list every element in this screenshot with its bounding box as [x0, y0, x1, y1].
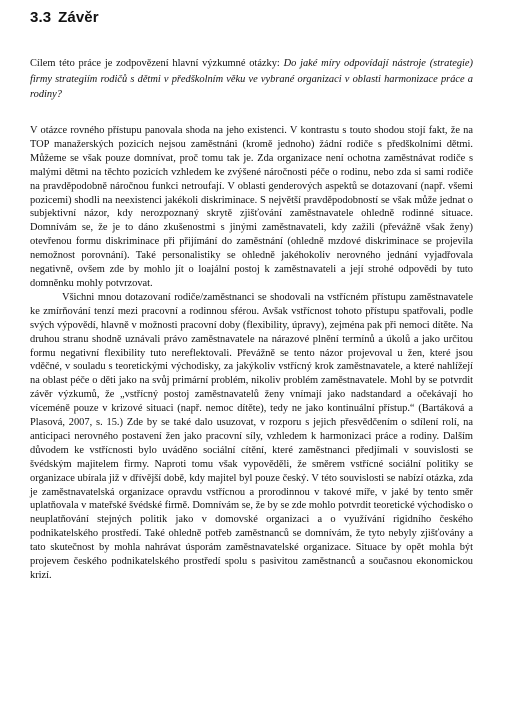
paragraph-2: Všichni mnou dotazovaní rodiče/zaměstnanci se shodovali na vstřícném přístupu zaměstnavatele ke zmírňování tenzí mezi pracovní a rodinnou sférou. Avšak vstřícnost tohoto přístupu spatřovali, podle svých výpovědí, hlavně v možnosti pracovní doby (flexibility, úpravy), zejména pak při nemoci dítěte. Na druhou stranu shodně uznávali právo zaměstnavatele na nárazové plnění termínů a úkolů a jako určitou formu negativní flexibility tuto nereflektovali. Převážně se tento názor projevoval u žen, které jsou vděčné, v souladu s teoretickými východisky, za jakýkoliv vstřícný krok zaměstnavatele, a které nahlížejí na oblast péče o děti jako na svůj primární problém, nikoliv problém zaměstnavatele. Mohl by se potvrdit závěr výzkumů, že „vstřícný postoj zaměstnavatelů ženy vnímají jako nadstandard a očekávají ho víceméně pouze v krizové situaci (např. nemoc dítěte), tedy ne jako kontinuální přístup.“ (Bartáková a Plasová, 2007, s. 15.) Zde by se také dalo usuzovat, v rozporu s jejich přesvědčením o sdílení rolí, na anticipaci nerovného postavení žen jako pracovní síly, vzhledem k harmonizaci práce a rodiny. Dalším důvodem ke vstřícnosti bylo uváděno sociální cítění, které zaměstnanci předjímali v souvislosti se švédským majitelem firmy. Naproti tomu však vypověděli, že směrem vstřícné sociální politiky se organizace ubírala již v dřívější době, kdy majitel byl pouze český. V této souvislosti se nabízí otázka, zda je zaměstnavatelská organizace opravdu vstřícnou a prorodinnou v takové míře, v jaké by tento směr uplatňovala v mateřské švédské firmě. Domnívám se, že by se zde mohlo potvrdit teoretické východisko o neuplatňování stejných politik jako v domovské organizaci a o využívání rigidního českého podnikatelského prostředí. Také ohledně potřeb zaměstnanců se domnívám, že tyto nebyly zjišťovány a tato skutečnost by mohla nahrávat úsporám zaměstnavatelské organizace. Situace by opět mohla být projevem českého podnikatelského prostředí spolu s pasivitou zaměstnanců a současnou ekonomickou krizí. [30, 291, 473, 581]
body-text [30, 124, 473, 583]
intro-paragraph [30, 56, 473, 103]
paragraph-1: V otázce rovného přístupu panovala shoda na jeho existenci. V kontrastu s touto shodou stojí fakt, že na TOP manažerských pozicích nejsou zaměstnáni (kromě jednoho) žádní rodiče s předškolními dětmi. Můžeme se však pouze domnívat, proč tomu tak je. Zda organizace není ochotna zaměstnávat rodiče s malými dětmi na těchto pozicích vzhledem ke zvýšené náročnosti péče o rodinu, nebo zda si sami rodiče na pravděpodobně náročnou funkci netroufají. V oblasti genderových aspektů se dotazovaní (např. všemi pozicemi) shodli na neexistenci jakékoli diskriminace. S největší pravděpodobností se však může jednat o subjektivní názor, kdy nerozpoznaný skrytě zjišťování zaměstnavatele ohledně rodinné situace. Domnívám se, že je to dáno zkušenostmi s jinými zaměstnavateli, kdy zažili (převážně však ženy) otevřenou formu diskriminace při přijímání do zaměstnání (ohledně mzdové diskriminace se projevila nemožnost porovnání). Také personalistiky se ohledně jakéhokoliv nerovného jednání vyjadřovala negativně, ovšem zde by mohlo jít o loajální postoj k zaměstnavateli a její strohé odpovědi by tuto domněnku mohly potvrzovat. [30, 125, 473, 289]
intro-lead: Cílem této práce je zodpovězení hlavní výzkumné otázky: [30, 58, 284, 69]
section-title: Závěr [58, 9, 99, 26]
section-number: 3.3 [30, 9, 52, 26]
section-heading [30, 9, 99, 26]
research-question: Do jaké míry odpovídají nástroje (strategie) firmy strategiím rodičů s dětmi v předškolním věku ve vybrané organizaci v oblasti harmonizace práce a rodiny? [30, 58, 473, 100]
